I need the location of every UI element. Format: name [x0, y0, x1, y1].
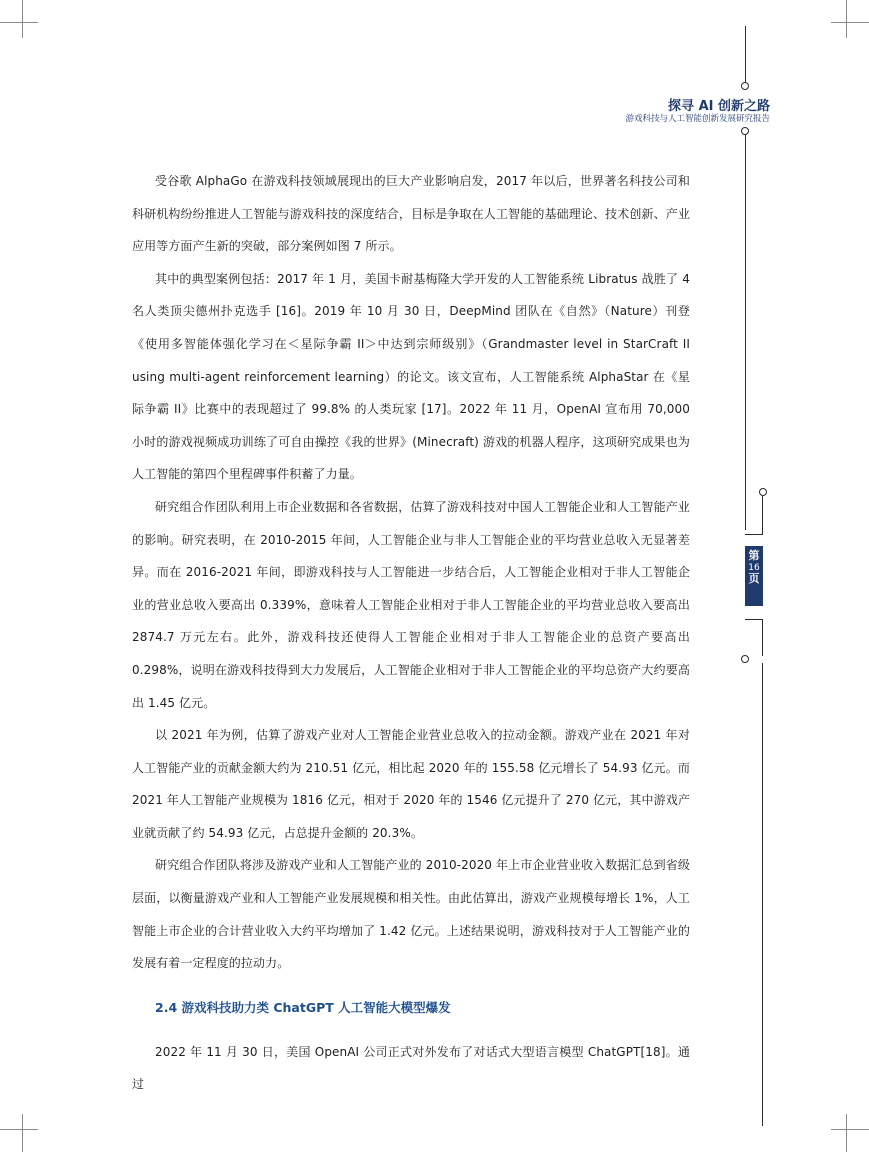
- side-rule-bottom-line: [762, 663, 763, 1126]
- crop-mark-bottom-right-v: [846, 1114, 847, 1152]
- header-rule-line: [745, 26, 746, 82]
- crop-mark-top-right-h: [831, 22, 869, 23]
- page-tab-upper-bracket: [745, 496, 763, 535]
- page-tab-prefix: 第: [748, 549, 760, 562]
- crop-mark-bottom-left-v: [22, 1114, 23, 1152]
- report-title: 探寻 AI 创新之路: [668, 99, 770, 114]
- paragraph-5: 研究组合作团队将涉及游戏产业和人工智能产业的 2010-2020 年上市企业营业收入数据汇总到省级层面，以衡量游戏产业和人工智能产业发展规模和相关性。由此估算出，游戏产业规模每增长 1%，人工智能上市企业的合计营业收入大约平均增加了 1.42 亿元。上述结果说明，游戏科技对于人工智能产业的发展有着一定程度的拉动力。: [132, 858, 690, 971]
- side-rule-right-circle: [759, 488, 767, 496]
- section-heading: 2.4 游戏科技助力类 ChatGPT 人工智能大模型爆发: [155, 999, 451, 1015]
- crop-mark-bottom-left-h: [0, 1129, 38, 1130]
- page-tab-number: 16: [748, 562, 760, 573]
- paragraph-3: 研究组合作团队利用上市企业数据和各省数据，估算了游戏科技对中国人工智能企业和人工智能产业的影响。研究表明，在 2010-2015 年间，人工智能企业与非人工智能企业的平均营业总收入无显著差异。而在 2016-2021 年间，即游戏科技与人工智能进一步结合后，人工智能企业相对于非人工智能企业的营业总收入要高出 0.339%，意味着人工智能企业相对于非人工智能企业的平均营业总收入要高出 2874.7 万元左右。此外，游戏科技还使得人工智能企业相对于非人工智能企业的总资产要高出 0.298%，说明在游戏科技得到大力发展后，人工智能企业相对于非人工智能企业的平均总资产大约要高出 1.45 亿元。: [132, 499, 690, 710]
- crop-mark-bottom-right-h: [831, 1129, 869, 1130]
- report-subtitle: 游戏科技与人工智能创新发展研究报告: [625, 114, 770, 124]
- side-rule-lower-circle: [741, 655, 749, 663]
- body-text: [132, 165, 690, 1101]
- crop-mark-top-left-v: [22, 0, 23, 38]
- crop-mark-top-right-v: [846, 0, 847, 38]
- crop-mark-top-left-h: [0, 22, 38, 23]
- header-rule-top-circle: [741, 82, 749, 90]
- paragraph-4: 以 2021 年为例，估算了游戏产业对人工智能企业营业总收入的拉动金额。游戏产业在 2021 年对人工智能产业的贡献金额大约为 210.51 亿元，相比起 2020 年的 155.58 亿元增长了 54.93 亿元。而 2021 年人工智能产业规模为 1816 亿元，相对于 2020 年的 1546 亿元提升了 270 亿元，其中游戏产业就贡献了约 54.93 亿元，占总提升金额的 20.3%。: [132, 728, 690, 840]
- paragraph-2: 其中的典型案例包括：2017 年 1 月，美国卡耐基梅隆大学开发的人工智能系统 Libratus 战胜了 4 名人类顶尖德州扑克选手 [16]。2019 年 10 月 30 日，DeepMind 团队在《自然》（Nature）刊登《使用多智能体强化学习在＜星际争霸 II＞中达到宗师级别》（Grandmaster level in StarCraft II using multi-agent reinforcement learning）的论文。该文宣布，人工智能系统 AlphaStar 在《星际争霸 II》比赛中的表现超过了 99.8% 的人类玩家 [17]。2022 年 11 月，OpenAI 宣布用 70,000 小时的游戏视频成功训练了可自由操控《我的世界》(Minecraft) 游戏的机器人程序，这项研究成果也为人工智能的第四个里程碑事件积蓄了力量。: [132, 271, 690, 482]
- paragraph-1: 受谷歌 AlphaGo 在游戏科技领域展现出的巨大产业影响启发，2017 年以后，世界著名科技公司和科研机构纷纷推进人工智能与游戏科技的深度结合，目标是争取在人工智能的基础理论、技术创新、产业应用等方面产生新的突破，部分案例如图 7 所示。: [132, 174, 690, 254]
- page-number-tab: [745, 546, 763, 606]
- section-paragraph: 2022 年 11 月 30 日，美国 OpenAI 公司正式对外发布了对话式大型语言模型 ChatGPT[18]。通过: [132, 1044, 690, 1092]
- side-rule-line: [745, 135, 746, 530]
- page-tab-suffix: 页: [748, 571, 760, 585]
- page-tab-lower-bracket: [745, 619, 763, 656]
- header-rule-bottom-circle: [741, 127, 749, 135]
